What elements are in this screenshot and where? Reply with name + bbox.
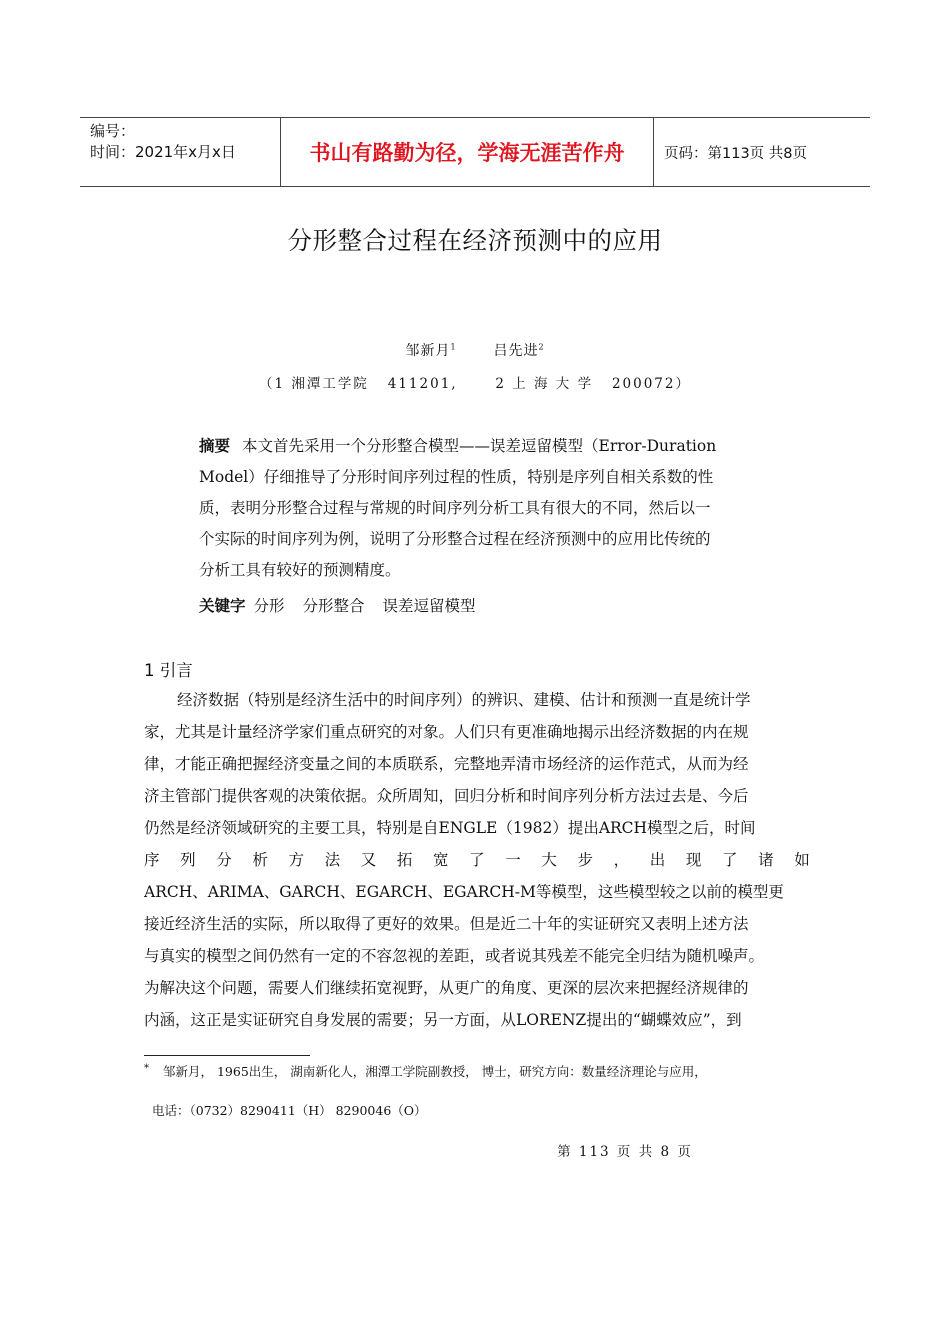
body-line: 为解决这个问题，需要人们继续拓宽视野，从更广的角度、更深的层次来把握经济规律的 <box>144 979 749 997</box>
body-line: 律，才能正确把握经济变量之间的本质联系，完整地弄清市场经济的运作范式，从而为经 <box>144 755 749 773</box>
body-line: 与真实的模型之间仍然有一定的不容忽视的差距，或者说其残差不能完全归结为随机噪声。 <box>144 947 765 965</box>
affiliations: （1 湘潭工学院 411201, 2 上 海 大 学 200072） <box>259 376 691 392</box>
header-motto: 书山有路勤为径，学海无涯苦作舟 <box>281 118 654 186</box>
justified-char: 现 <box>685 851 702 869</box>
keyword: 分形 <box>253 597 285 615</box>
number-label: 编号： <box>90 122 136 140</box>
header-page-info: 页码：第113页 共8页 <box>664 145 808 162</box>
justified-char: 一 <box>505 851 521 869</box>
justified-char: 宽 <box>433 851 449 869</box>
justified-char: 了 <box>469 851 485 869</box>
justified-char: 法 <box>324 851 341 869</box>
justified-char: 序 <box>144 851 160 869</box>
justified-char: 步 <box>577 851 594 869</box>
author-name: 吕先进 <box>493 343 539 359</box>
body-line: ARCH、ARIMA、GARCH、EGARCH、EGARCH-M等模型，这些模型较之以前的模型更 <box>144 883 784 901</box>
justified-char: 方 <box>288 851 305 869</box>
abstract-line: 质，表明分形整合过程与常规的时间序列分析工具有很大的不同，然后以一 <box>199 499 711 517</box>
justified-char: 析 <box>252 851 268 869</box>
footnote-marker: * <box>144 1062 149 1074</box>
abstract-label: 摘要 <box>199 437 231 455</box>
footnote-text: 邹新月， 1965出生， 湖南新化人，湘潭工学院副教授， 博士，研究方向：数量经济理论与应用， <box>163 1064 707 1079</box>
body-line-justified <box>144 844 810 876</box>
page-footer: 第 113 页 共 8 页 <box>557 1144 693 1160</box>
justified-char: 大 <box>541 851 557 869</box>
justified-char: 分 <box>216 851 232 869</box>
body-line: 接近经济生活的实际，所以取得了更好的效果。但是近二十年的实证研究又表明上述方法 <box>144 915 749 933</box>
abstract-line: 分析工具有较好的预测精度。 <box>199 561 401 579</box>
body-line: 内涵，这正是实证研究自身发展的需要；另一方面，从LORENZ提出的“蝴蝶效应”，到 <box>144 1011 742 1029</box>
keyword: 误差逗留模型 <box>382 597 476 615</box>
justified-char: 列 <box>180 851 196 869</box>
footnote-rule <box>144 1055 310 1056</box>
abstract-text: 本文首先采用一个分形整合模型——误差逗留模型（Error-Duration <box>242 437 717 455</box>
justified-char: 拓 <box>396 851 413 869</box>
body-text <box>144 684 810 1036</box>
footnote-line <box>144 1062 707 1080</box>
justified-char: 又 <box>360 851 377 869</box>
abstract-line: 个实际的时间序列为例，说明了分形整合过程在经济预测中的应用比传统的 <box>199 530 711 548</box>
justified-char: 如 <box>794 851 810 869</box>
header-meta-cell <box>80 118 281 186</box>
body-line: 济主管部门提供客观的决策依据。众所周知，回归分析和时间序列分析方法过去是、今后 <box>144 787 749 805</box>
body-line: 家，尤其是计量经济学家们重点研究的对象。人们只有更准确地揭示出经济数据的内在规 <box>144 723 749 741</box>
abstract-line: Model）仔细推导了分形时间序列过程的性质，特别是序列自相关系数的性 <box>199 468 714 486</box>
justified-char: 了 <box>722 851 738 869</box>
keyword: 分形整合 <box>302 597 365 615</box>
paper-title: 分形整合过程在经济预测中的应用 <box>287 226 663 255</box>
keywords <box>199 592 494 620</box>
keywords-label: 关键字 <box>199 597 246 615</box>
authors <box>0 340 950 360</box>
time-label: 时间：2021年x月x日 <box>90 143 236 161</box>
abstract-line <box>199 431 759 462</box>
justified-char: ， <box>613 851 630 869</box>
body-line: 仍然是经济领域研究的主要工具，特别是自ENGLE（1982）提出ARCH模型之后，时间 <box>144 819 756 837</box>
section-heading: 1 引言 <box>144 661 193 680</box>
author-affiliation-mark: 1 <box>450 342 457 352</box>
abstract <box>199 431 759 586</box>
justified-char: 诸 <box>758 851 774 869</box>
body-line: 经济数据（特别是经济生活中的时间序列）的辨识、建模、估计和预测一直是统计学 <box>177 691 751 709</box>
footnote-line: 电话：（0732）8290411（H） 8290046（O） <box>152 1103 427 1118</box>
justified-char: 出 <box>649 851 666 869</box>
author-name: 邹新月 <box>405 343 451 359</box>
author-affiliation-mark: 2 <box>538 342 545 352</box>
document-header <box>80 117 870 187</box>
